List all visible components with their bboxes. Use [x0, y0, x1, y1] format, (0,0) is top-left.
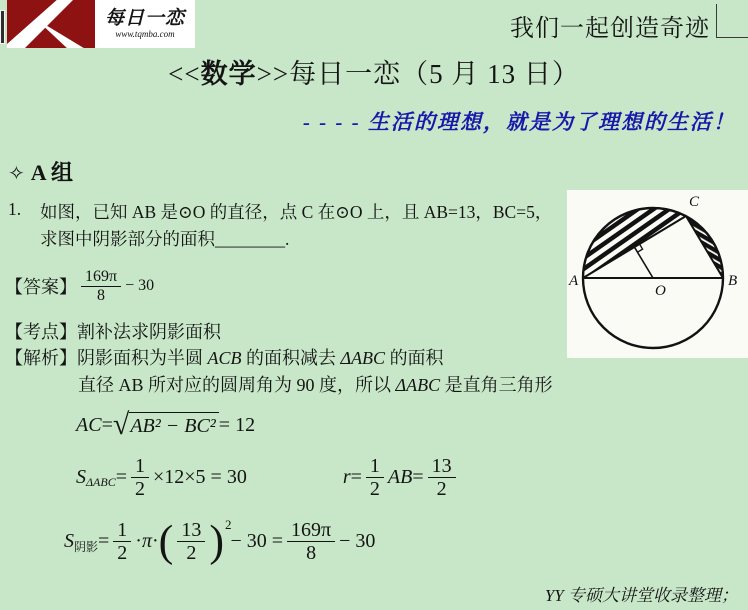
geometry-figure: [567, 190, 748, 358]
exam-point-label: 【考点】: [5, 322, 77, 342]
answer-line: [5, 260, 154, 312]
fraction-denominator: 2: [117, 541, 128, 564]
analysis-text: 阴影面积为半圆: [77, 348, 208, 368]
title-subject: 数学: [200, 59, 257, 89]
equals-sign: =: [98, 529, 110, 552]
analysis-text: 是直角三角形: [440, 375, 553, 395]
answer-label: 【答案】: [5, 277, 77, 297]
footer-credit: YY 专硕大讲堂收录整理；: [544, 586, 738, 605]
analysis-label: 【解析】: [5, 348, 77, 368]
fraction-13-2: [428, 455, 456, 500]
question-line-1: 如图，已知 AB 是⊙O 的直径，点 C 在⊙O 上，且 AB=13，BC=5，: [40, 202, 553, 222]
fraction-denominator: 2: [369, 477, 380, 500]
analysis-text: 直径 AB 所对应的圆周角为 90 度，所以: [78, 375, 396, 395]
fraction-numerator: 13: [428, 455, 456, 478]
var-s: S: [64, 529, 74, 552]
radicand: AB² − BC²: [129, 412, 218, 438]
header-slogan: 我们一起创造奇迹: [510, 16, 710, 42]
exam-point-text: 割补法求阴影面积: [77, 322, 221, 342]
exam-point-line: [5, 318, 221, 344]
fraction-numerator: 1: [131, 455, 149, 478]
fraction-denominator: 2: [186, 541, 197, 564]
right-paren: ): [209, 515, 224, 566]
answer-tail: − 30: [125, 277, 155, 294]
fraction-denominator: 8: [306, 541, 317, 564]
pi-symbol: π: [141, 529, 152, 552]
equals-sign: =: [101, 413, 113, 436]
var-s: S: [76, 465, 86, 488]
multiply-dot: ·: [135, 529, 142, 552]
question-number: 1.: [8, 199, 22, 219]
fraction-numerator: 1: [113, 519, 131, 542]
analysis-line-2: [78, 371, 553, 397]
fraction-denominator: 2: [436, 477, 447, 500]
fraction-half: [131, 455, 149, 500]
var-ab: AB: [387, 465, 413, 488]
result-value: = 12: [218, 413, 256, 436]
page-edge-bar: [0, 10, 5, 44]
expression-middle: − 30 =: [230, 529, 284, 552]
expression-tail: ×12×5 = 30: [153, 465, 247, 488]
expression-tail: − 30: [339, 529, 376, 552]
fraction-numerator: 13: [177, 519, 205, 542]
brand-calligraphy: 每日一恋: [104, 8, 185, 29]
formula-shadow-area: [64, 510, 375, 572]
label-o: O: [655, 283, 666, 299]
subscript-triangle-abc: ΔABC: [86, 474, 116, 489]
section-a-label: A 组: [30, 160, 73, 185]
label-a: A: [569, 273, 579, 289]
subscript-shadow: 阴影: [74, 539, 99, 554]
section-diamond-icon: ✧: [8, 163, 25, 185]
section-a-heading: [8, 156, 73, 187]
fraction-numerator: 169π: [287, 519, 335, 542]
equals-sign: =: [115, 465, 127, 488]
logo-k-icon: [7, 0, 95, 48]
var-ac: AC: [76, 413, 102, 436]
equals-sign: =: [412, 465, 424, 488]
chord-cb: [686, 216, 723, 278]
header-corner-rule: [716, 4, 748, 38]
answer-fraction: [81, 268, 121, 304]
sqrt-icon: √: [112, 408, 130, 441]
exponent-2: 2: [224, 517, 232, 532]
question-text: [40, 199, 552, 253]
label-b: B: [728, 273, 738, 289]
analysis-line-1: [5, 344, 444, 370]
page-title: [0, 52, 748, 91]
analysis-text: 的面积: [385, 348, 444, 368]
perpendicular-od: [634, 247, 653, 278]
equals-sign: =: [350, 465, 362, 488]
formula-ac: [76, 402, 255, 448]
fraction-13-2: [177, 519, 205, 564]
math-triangle-abc: ΔABC: [395, 375, 441, 395]
math-acb: ACB: [207, 348, 242, 368]
square-root: [112, 408, 219, 441]
question-1: [8, 199, 568, 253]
answer-fraction-numerator: 169π: [81, 268, 121, 287]
logo-text-panel: [95, 0, 195, 48]
shaded-segment-left: [583, 208, 686, 278]
fraction-169pi-8: [287, 519, 335, 564]
title-post: >>每日一恋（5 月 13 日）: [256, 59, 580, 89]
title-pre: <<: [168, 59, 201, 89]
math-triangle-abc: ΔABC: [340, 348, 386, 368]
site-logo: [7, 0, 195, 48]
left-paren: (: [158, 515, 174, 566]
label-c: C: [689, 194, 700, 210]
brand-url: www.tqmba.com: [115, 29, 175, 39]
fraction-denominator: 2: [135, 477, 145, 500]
question-line-2: 求图中阴影部分的面积________.: [40, 229, 290, 249]
var-r: r: [342, 465, 351, 488]
fraction-half: [366, 455, 384, 500]
motto-text: - - - - 生活的理想，就是为了理想的生活！: [303, 110, 736, 134]
multiply-dot: ·: [152, 529, 159, 552]
formula-row-2: [76, 448, 460, 506]
analysis-text: 的面积减去: [241, 348, 341, 368]
fraction-half: [113, 519, 131, 564]
fraction-numerator: 1: [366, 455, 384, 478]
answer-fraction-denominator: 8: [97, 286, 106, 304]
